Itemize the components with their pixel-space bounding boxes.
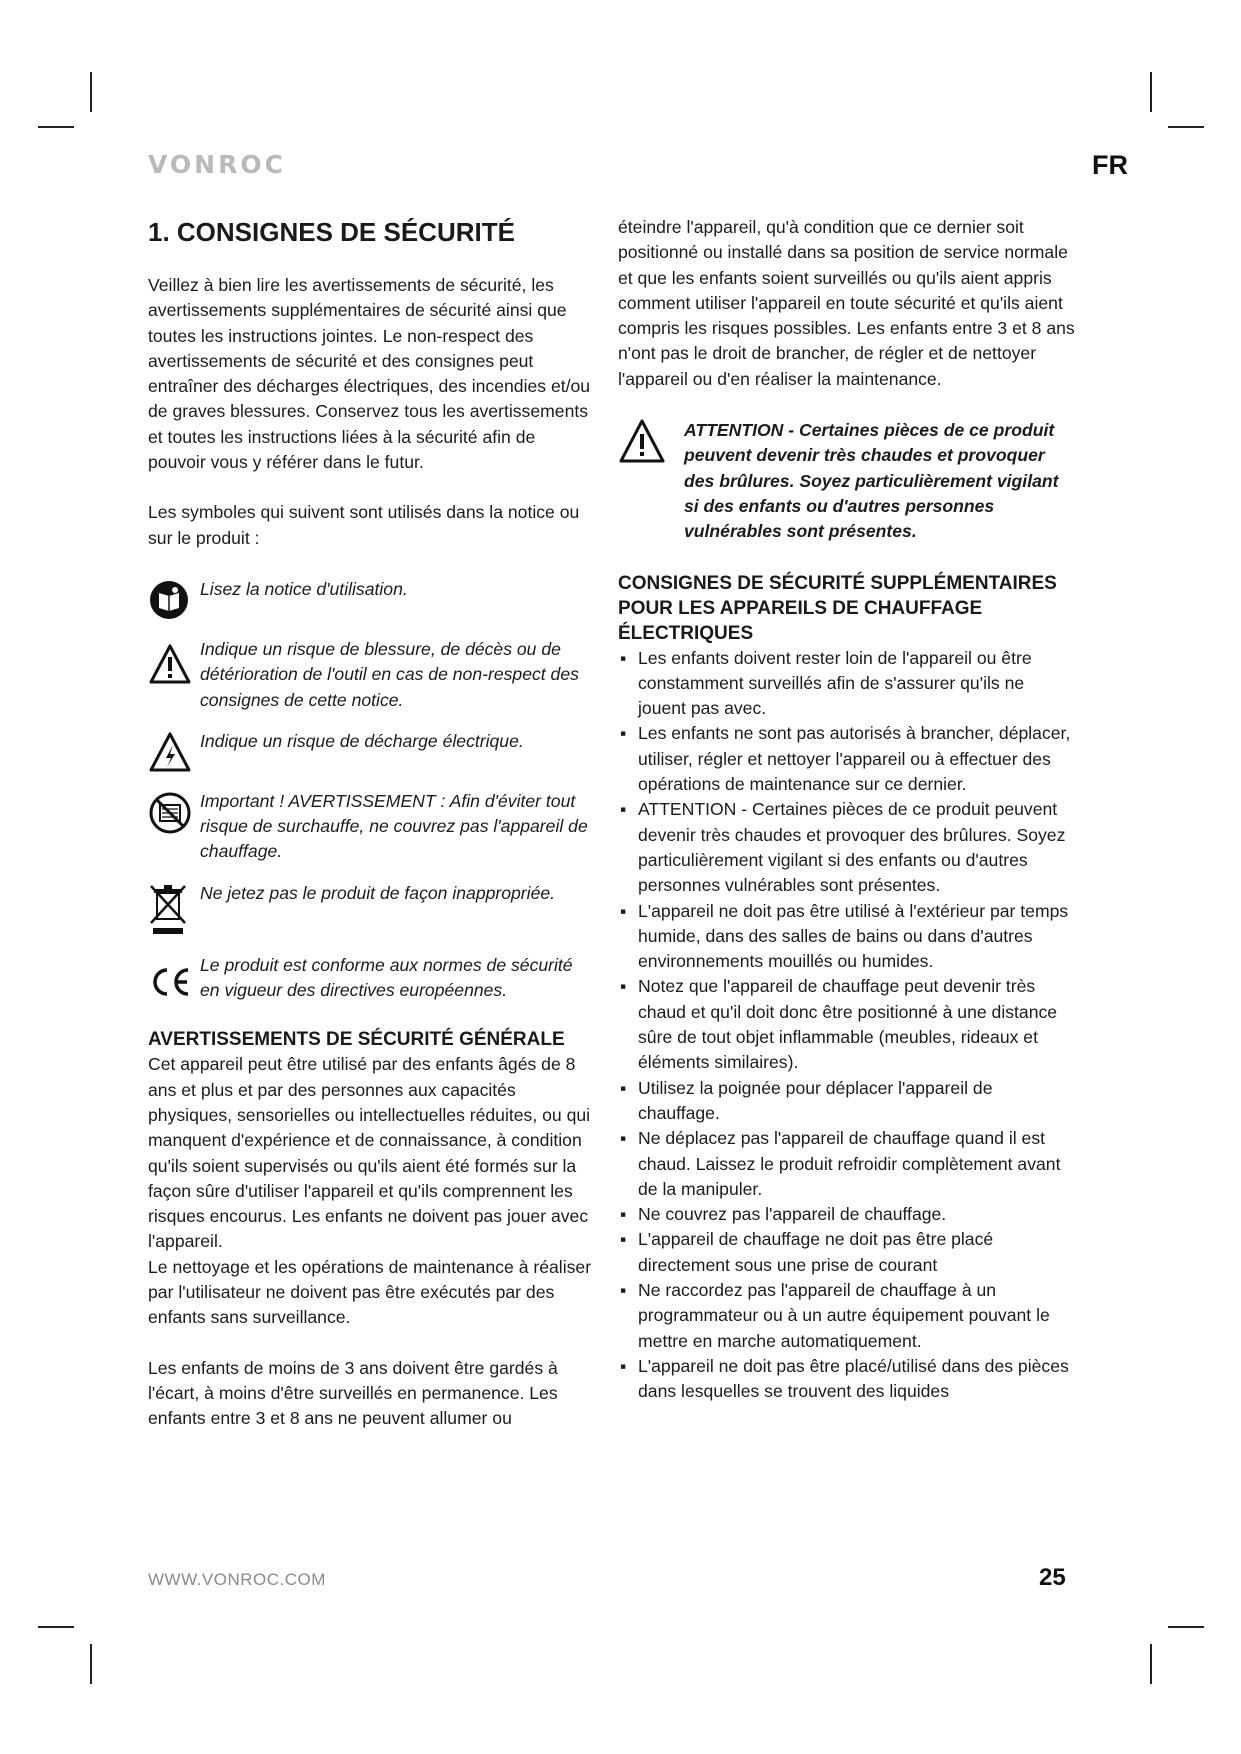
bullet-marker: ▪ bbox=[620, 1355, 627, 1376]
symbol-row bbox=[148, 789, 596, 865]
crop-mark bbox=[1150, 1644, 1152, 1684]
symbol-row bbox=[148, 881, 596, 937]
list-item bbox=[618, 646, 1076, 722]
crop-mark bbox=[1168, 126, 1204, 128]
left-column bbox=[148, 215, 596, 1432]
bullet-text: L'appareil de chauffage ne doit pas être placé directement sous une prise de courant bbox=[638, 1229, 994, 1275]
list-item bbox=[618, 721, 1076, 797]
bullet-text: L'appareil ne doit pas être utilisé à l'extérieur par temps humide, dans des salles de bains ou dans d'autres environnements mouillés ou humides. bbox=[638, 900, 1069, 972]
list-item bbox=[618, 1126, 1076, 1202]
symbol-row bbox=[148, 637, 596, 713]
bullet-marker: ▪ bbox=[620, 1229, 627, 1250]
bullet-marker: ▪ bbox=[620, 976, 627, 997]
crop-mark bbox=[1150, 72, 1152, 112]
bullet-text: Utilisez la poignée pour déplacer l'appareil de chauffage. bbox=[638, 1077, 993, 1123]
intro-paragraph: Veillez à bien lire les avertissements de sécurité, les avertissements supplémentaires de sécurité ainsi que toutes les instructions jointes. Le non-respect des avertissements de sécurité et des consignes peut entraîner des décharges électriques, des incendies et/ou de graves blessures. Conservez tous les avertissements et toutes les instructions liées à la sécurité afin de pouvoir vous y référer dans le futur. bbox=[148, 275, 591, 473]
electric-shock-icon bbox=[148, 729, 200, 773]
attention-box bbox=[618, 418, 1076, 544]
attention-text: ATTENTION - Certaines pièces de ce produit peuvent devenir très chaudes et provoquer des brûlures. Soyez particulièrement vigilant si des enfants ou d'autres personnes vulnérables sont présentes. bbox=[684, 420, 1059, 542]
symbol-row bbox=[148, 577, 596, 621]
list-item bbox=[618, 974, 1076, 1075]
symbol-text: Important ! AVERTISSEMENT : Afin d'éviter tout risque de surchauffe, ne couvrez pas l'appareil de chauffage. bbox=[200, 790, 588, 862]
list-item bbox=[618, 1278, 1076, 1354]
list-item bbox=[618, 1354, 1076, 1405]
general-paragraph: Les enfants de moins de 3 ans doivent être gardés à l'écart, à moins d'être surveillés en permanence. Les enfants entre 3 et 8 ans ne peuvent allumer ou bbox=[148, 1357, 558, 1429]
bullet-text: Ne déplacez pas l'appareil de chauffage quand il est chaud. Laissez le produit refroidir complètement avant de la manipuler. bbox=[638, 1128, 1061, 1199]
list-item bbox=[618, 899, 1076, 975]
section-title: 1. CONSIGNES DE SÉCURITÉ bbox=[148, 217, 515, 247]
page-number: 25 bbox=[1039, 1564, 1066, 1591]
warning-triangle-icon bbox=[148, 637, 200, 685]
do-not-cover-icon bbox=[148, 789, 200, 835]
ce-mark-icon bbox=[148, 953, 200, 997]
bullet-marker: ▪ bbox=[620, 647, 627, 668]
bullet-marker: ▪ bbox=[620, 1204, 627, 1225]
general-paragraph: Le nettoyage et les opérations de maintenance à réaliser par l'utilisateur ne doivent pas être exécutés par des enfants sans surveillance. bbox=[148, 1256, 592, 1328]
crop-mark bbox=[38, 126, 74, 128]
bullet-text: Les enfants ne sont pas autorisés à brancher, déplacer, utiliser, régler et nettoyer l'appareil ou à effectuer des opérations de maintenance sur ce dernier. bbox=[638, 723, 1071, 795]
general-safety-title: AVERTISSEMENTS DE SÉCURITÉ GÉNÉRALE bbox=[148, 1029, 565, 1051]
warning-triangle-icon bbox=[618, 418, 684, 471]
symbol-row bbox=[148, 953, 596, 1004]
list-item bbox=[618, 797, 1076, 898]
bullet-text: Notez que l'appareil de chauffage peut devenir très chaud et qu'il doit donc être positionné à une distance sûre de tout objet inflammable (meubles, rideaux et éléments similaires). bbox=[638, 976, 1058, 1073]
safety-bullet-list bbox=[618, 646, 1076, 1405]
bullet-marker: ▪ bbox=[620, 1279, 627, 1300]
weee-bin-icon bbox=[148, 881, 200, 937]
symbol-text: Lisez la notice d'utilisation. bbox=[200, 578, 408, 599]
crop-mark bbox=[90, 72, 92, 112]
bullet-text: ATTENTION - Certaines pièces de ce produit peuvent devenir très chaudes et provoquer des brûlures. Soyez particulièrement vigilant si des enfants ou d'autres personnes vulnérables sont présentes. bbox=[638, 799, 1066, 896]
language-code: FR bbox=[1092, 150, 1128, 180]
bullet-text: Les enfants doivent rester loin de l'appareil ou être constamment surveillés afin de s'assurer qu'ils ne jouent pas avec. bbox=[638, 647, 1032, 719]
general-paragraph: Cet appareil peut être utilisé par des enfants âgés de 8 ans et plus et par des personnes aux capacités physiques, sensorielles ou intellectuelles réduites, ou qui manquent d'expérience et de connaissance, à condition qu'ils soient supervisés ou qu'ils aient été formés sur la façon sûre d'utiliser l'appareil et qu'ils comprennent les risques encourus. Les enfants ne doivent pas jouer avec l'appareil. bbox=[148, 1054, 591, 1252]
symbol-text: Ne jetez pas le produit de façon inappropriée. bbox=[200, 882, 556, 903]
bullet-marker: ▪ bbox=[620, 799, 627, 820]
continuation-paragraph: éteindre l'appareil, qu'à condition que ce dernier soit positionné ou installé dans sa position de service normale et que les enfants soient surveillés ou qu'ils aient appris comment utiliser l'appareil en toute sécurité et qu'ils aient compris les risques possibles. Les enfants entre 3 et 8 ans n'ont pas le droit de brancher, de régler et de nettoyer l'appareil ou d'en réaliser la maintenance. bbox=[618, 217, 1075, 389]
crop-mark bbox=[38, 1626, 74, 1628]
bullet-marker: ▪ bbox=[620, 900, 627, 921]
right-column bbox=[618, 215, 1076, 1404]
crop-mark bbox=[1168, 1626, 1204, 1628]
footer-url: WWW.VONROC.COM bbox=[148, 1570, 326, 1589]
supplementary-title: CONSIGNES DE SÉCURITÉ SUPPLÉMENTAIRES POUR LES APPAREILS DE CHAUFFAGE ÉLECTRIQUES bbox=[618, 572, 1057, 644]
bullet-text: Ne couvrez pas l'appareil de chauffage. bbox=[638, 1204, 947, 1225]
bullet-marker: ▪ bbox=[620, 1128, 627, 1149]
bullet-text: Ne raccordez pas l'appareil de chauffage à un programmateur ou à un autre équipement pouvant le mettre en marche automatiquement. bbox=[638, 1279, 1050, 1351]
brand-logo: VONROC bbox=[148, 150, 286, 179]
symbol-text: Le produit est conforme aux normes de sécurité en vigueur des directives européennes. bbox=[200, 954, 573, 1001]
crop-mark bbox=[90, 1644, 92, 1684]
symbols-intro: Les symboles qui suivent sont utilisés dans la notice ou sur le produit : bbox=[148, 502, 580, 548]
list-item bbox=[618, 1227, 1076, 1278]
list-item bbox=[618, 1076, 1076, 1127]
bullet-marker: ▪ bbox=[620, 1077, 627, 1098]
symbol-text: Indique un risque de blessure, de décès ou de détérioration de l'outil en cas de non-respect des consignes de cette notice. bbox=[200, 638, 579, 710]
list-item bbox=[618, 1202, 1076, 1227]
symbol-row bbox=[148, 729, 596, 773]
symbol-text: Indique un risque de décharge électrique. bbox=[200, 730, 524, 751]
read-manual-icon bbox=[148, 577, 200, 621]
bullet-text: L'appareil ne doit pas être placé/utilisé dans des pièces dans lesquelles se trouvent des liquides bbox=[638, 1355, 1069, 1402]
bullet-marker: ▪ bbox=[620, 723, 627, 744]
